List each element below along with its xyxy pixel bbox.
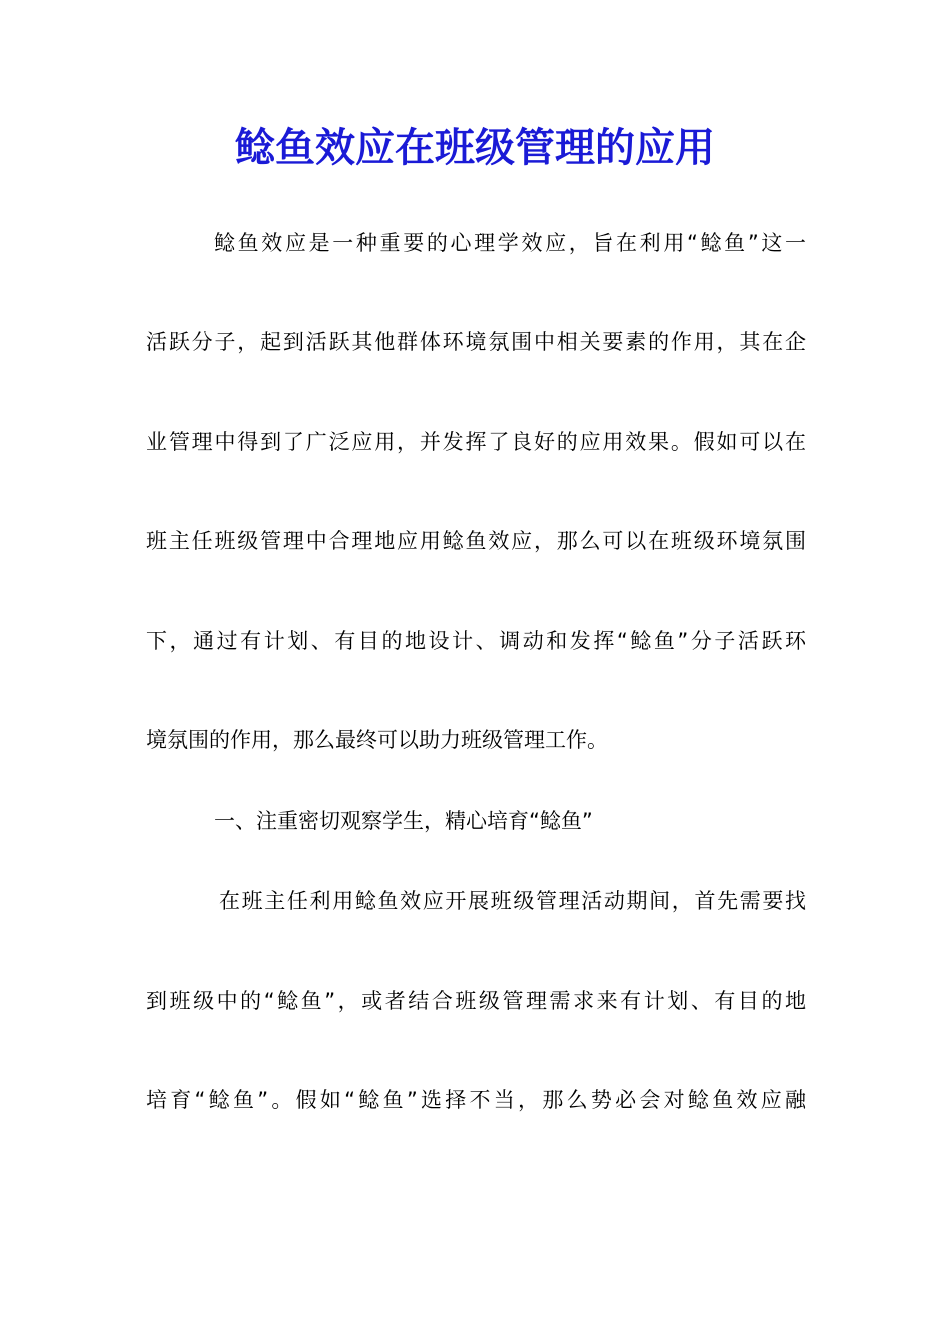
- paragraph-line: 到班级中的“鲶鱼”，或者结合班级管理需求来有计划、有目的地: [146, 989, 806, 1013]
- paragraph-line: 培育“鲶鱼”。假如“鲶鱼”选择不当，那么势必会对鲶鱼效应融: [146, 1088, 806, 1112]
- paragraph-line: 鲶鱼效应是一种重要的心理学效应，旨在利用“鲶鱼”这一: [214, 231, 806, 255]
- paragraph-line: 在班主任利用鲶鱼效应开展班级管理活动期间，首先需要找: [219, 889, 806, 913]
- section-heading: 一、注重密切观察学生，精心培育“鲶鱼”: [214, 809, 593, 833]
- paragraph-line: 下，通过有计划、有目的地设计、调动和发挥“鲶鱼”分子活跃环: [146, 629, 806, 653]
- paragraph-line: 业管理中得到了广泛应用，并发挥了良好的应用效果。假如可以在: [146, 430, 806, 454]
- paragraph-line: 境氛围的作用，那么最终可以助力班级管理工作。: [146, 728, 608, 752]
- document-title: 鲶鱼效应在班级管理的应用: [235, 124, 715, 171]
- paragraph-line: 班主任班级管理中合理地应用鲶鱼效应，那么可以在班级环境氛围: [146, 529, 806, 553]
- paragraph-line: 活跃分子，起到活跃其他群体环境氛围中相关要素的作用，其在企: [146, 330, 806, 354]
